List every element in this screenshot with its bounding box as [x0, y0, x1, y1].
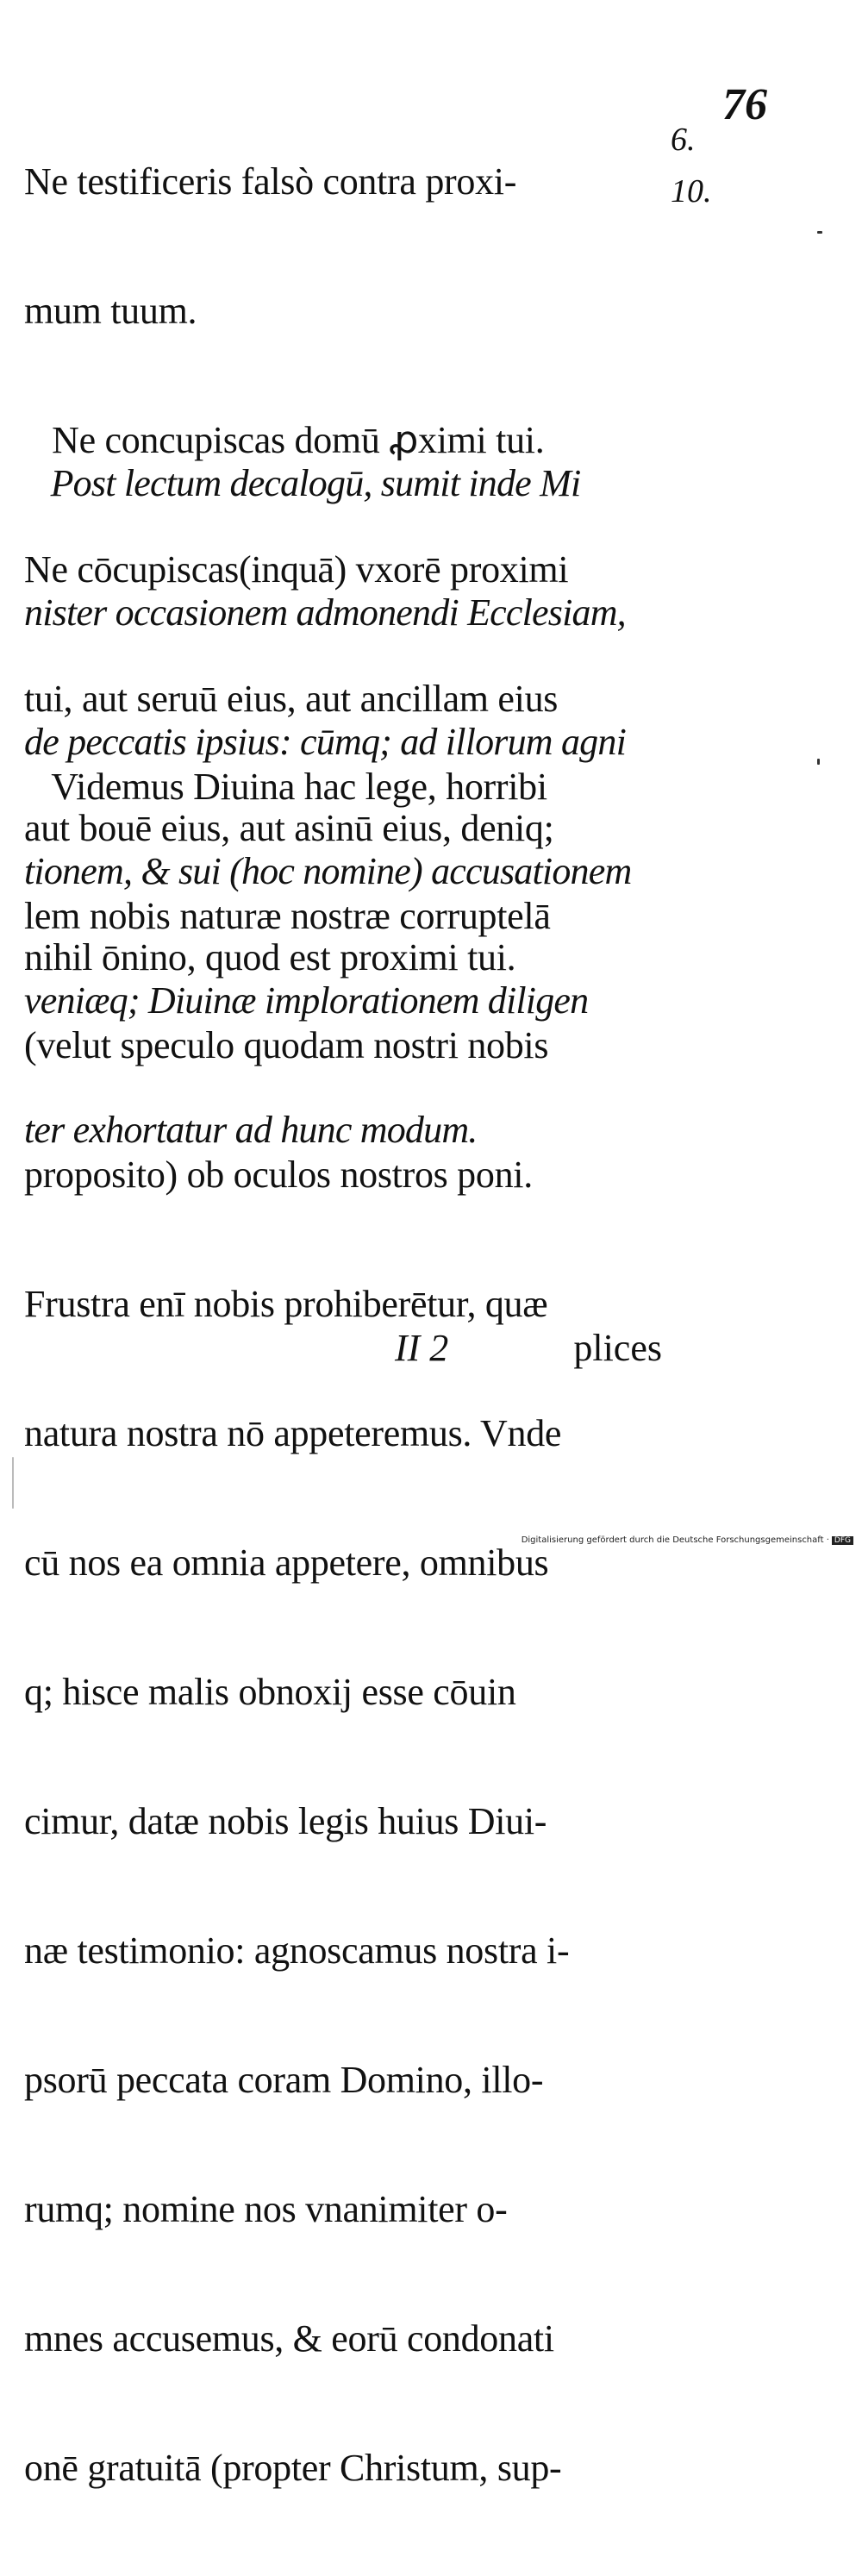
page-edge-mark — [12, 1457, 14, 1509]
ink-speck — [817, 759, 820, 765]
text-line: mum tuum. — [24, 290, 197, 332]
italic-line: de peccatis ipsius: cūmq; ad illorum agni — [24, 721, 626, 763]
text-line: aut bouē eius, aut asinū eius, deniq; — [24, 807, 554, 849]
text-line: cū nos ea omnia appetere, omnibus — [24, 1541, 549, 1584]
text-line: Ne cōcupiscas(inquā) vxorē proximi — [24, 548, 569, 591]
text-line: næ testimonio: agnoscamus nostra i- — [24, 1929, 570, 1972]
italic-line: Post lectum decalogū, sumit inde Mi — [24, 462, 581, 504]
dfg-logo: DFG — [832, 1536, 853, 1545]
page-footer — [24, 1326, 662, 1369]
italic-line: ter exhortatur ad hunc modum. — [24, 1109, 478, 1151]
text-line: Videmus Diuina hac lege, horribi — [24, 766, 547, 808]
text-line: Ne concupiscas domū ꝓximi tui. — [24, 419, 545, 461]
digitization-credit — [522, 1535, 853, 1545]
text-line: onē gratuitā (propter Christum, sup- — [24, 2447, 562, 2489]
text-line: Ne testificeris falsò contra proxi- — [24, 160, 517, 203]
credit-text: Digitalisierung gefördert durch die Deutsche Forschungsgemeinschaft · — [521, 1535, 829, 1545]
margin-note-commandment-6: 6. — [671, 122, 696, 158]
text-line: mnes accusemus, & eorū condonati — [24, 2317, 554, 2360]
page-number: 76 — [722, 80, 767, 129]
catchword: plices — [573, 1327, 662, 1369]
margin-note-commandment-10: 10. — [671, 173, 712, 209]
exhortation-text — [24, 679, 662, 2576]
italic-line: tionem, & sui (hoc nomine) accusationem — [24, 850, 632, 892]
text-line: psorū peccata coram Domino, illo- — [24, 2059, 544, 2101]
text-line: nihil ōnino, quod est proximi tui. — [24, 936, 516, 979]
ink-speck — [817, 231, 822, 234]
text-line: proposito) ob oculos nostros poni. — [24, 1154, 533, 1196]
text-line: rumq; nomine nos vnanimiter o- — [24, 2188, 508, 2230]
text-line: natura nostra nō appeteremus. Vnde — [24, 1412, 562, 1454]
text-line: tui, aut seruū eius, aut ancillam eius — [24, 678, 559, 720]
text-line: lem nobis naturæ nostræ corruptelā — [24, 895, 551, 937]
italic-line: veniæq; Diuinæ implorationem diligen — [24, 979, 589, 1022]
text-line: (velut speculo quodam nostri nobis — [24, 1024, 549, 1066]
signature-mark: II 2 — [395, 1327, 449, 1369]
italic-line: nister occasionem admonendi Ecclesiam, — [24, 591, 626, 634]
text-line: q; hisce malis obnoxij esse cōuin — [24, 1671, 516, 1713]
text-line: Frustra enī nobis prohiberētur, quæ — [24, 1283, 548, 1325]
text-line: cimur, datæ nobis legis huius Diui- — [24, 1800, 547, 1842]
